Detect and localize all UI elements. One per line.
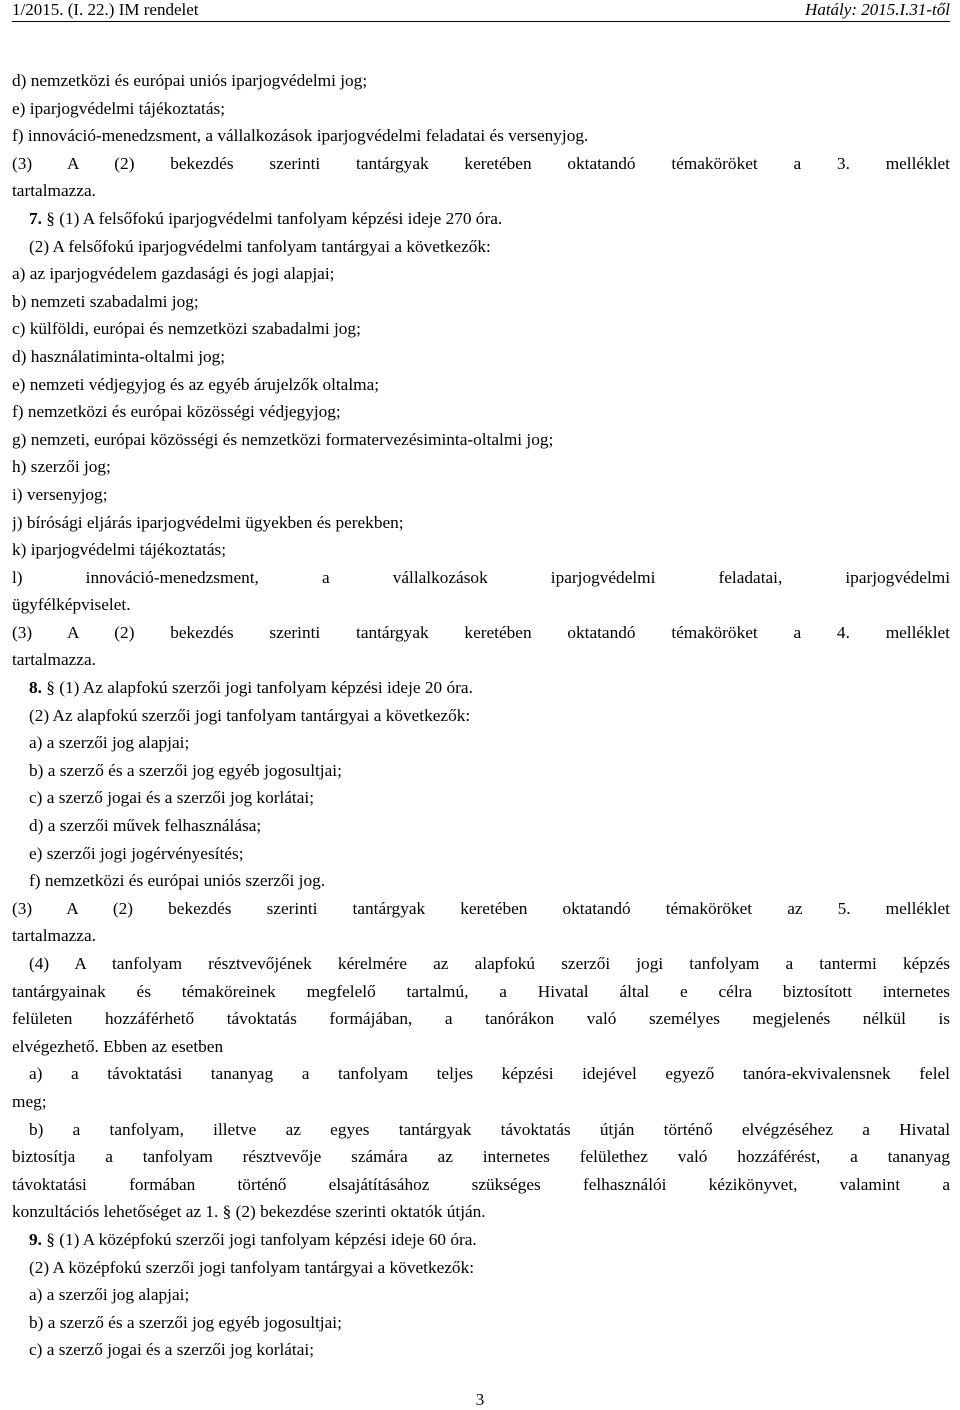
text-line [12, 398, 950, 426]
text-line [12, 509, 950, 537]
text-line [12, 481, 950, 509]
line-text: (3) A (2) bekezdés szerinti tantárgyak keretében oktatandó témaköröket az 5. melléklet [12, 898, 950, 918]
text-line [12, 729, 950, 757]
line-text: § (1) A középfokú szerzői jogi tanfolyam képzési ideje 60 óra. [41, 1229, 477, 1249]
document-reference: 1/2015. (I. 22.) IM rendelet [12, 0, 199, 19]
line-text: (3) A (2) bekezdés szerinti tantárgyak keretében oktatandó témaköröket a 3. melléklet [12, 153, 950, 173]
text-line [12, 1336, 950, 1364]
text-line [12, 343, 950, 371]
line-text: elvégezhető. Ebben az esetben [12, 1036, 224, 1056]
line-text: d) használatiminta-oltalmi jog; [12, 346, 226, 366]
line-text: tartalmazza. [12, 181, 96, 201]
text-line [12, 1143, 950, 1171]
text-line [12, 564, 950, 592]
text-line [12, 1033, 950, 1061]
text-line [12, 1309, 950, 1337]
text-line [12, 784, 950, 812]
text-line [12, 757, 950, 785]
line-text: e) iparjogvédelmi tájékoztatás; [12, 98, 226, 118]
section-number: 9. [29, 1229, 42, 1249]
line-text: a) a távoktatási tananyag a tanfolyam teljes képzési idejével egyező tanóra-ekvivalensnek felel [29, 1064, 950, 1084]
line-text: k) iparjogvédelmi tájékoztatás; [12, 540, 227, 560]
header-divider [12, 21, 950, 22]
document-body [12, 67, 950, 1364]
line-text: tartalmazza. [12, 926, 96, 946]
text-line [12, 1254, 950, 1282]
text-line [12, 453, 950, 481]
effective-date: Hatály: 2015.I.31-től [805, 0, 950, 19]
text-line [12, 840, 950, 868]
line-text: f) nemzetközi és európai uniós szerzői jog. [29, 871, 326, 891]
line-text: c) a szerző jogai és a szerzői jog korlátai; [29, 1340, 315, 1360]
text-line [12, 1198, 950, 1226]
line-text: (4) A tanfolyam résztvevőjének kérelmére az alapfokú szerzői jogi tanfolyam a tantermi képzés [29, 954, 950, 973]
text-line [12, 591, 950, 619]
section-number: 8. [29, 678, 42, 698]
text-line [12, 288, 950, 316]
line-text: meg; [12, 1091, 47, 1111]
text-line [12, 812, 950, 840]
line-text: e) szerzői jogi jogérvényesítés; [29, 843, 244, 863]
text-line [12, 674, 950, 702]
line-text: (2) Az alapfokú szerzői jogi tanfolyam tantárgyai a következők: [29, 705, 471, 725]
section-number: 7. [29, 208, 42, 228]
line-text: f) nemzetközi és európai közösségi védjegyjog; [12, 402, 341, 422]
line-text: j) bírósági eljárás iparjogvédelmi ügyekben és perekben; [12, 512, 404, 532]
text-line [12, 205, 950, 233]
line-text: c) külföldi, európai és nemzetközi szabadalmi jog; [12, 319, 361, 339]
text-line [12, 371, 950, 399]
text-line [12, 978, 950, 1006]
text-line [12, 150, 950, 178]
text-line [12, 95, 950, 123]
text-line [12, 426, 950, 454]
line-text: tartalmazza. [12, 650, 96, 670]
text-line [12, 1005, 950, 1033]
text-line [12, 895, 950, 923]
text-line [12, 702, 950, 730]
text-line [12, 1281, 950, 1309]
line-text: l) innováció-menedzsment, a vállalkozások iparjogvédelmi feladatai, iparjogvédelmi [12, 567, 950, 587]
line-text: d) a szerzői művek felhasználása; [29, 816, 262, 836]
line-text: d) nemzetközi és európai uniós iparjogvédelmi jog; [12, 71, 368, 90]
line-text: b) a tanfolyam, illetve az egyes tantárgyak távoktatás útján történő elvégzéséhez a Hivatal [29, 1119, 950, 1139]
line-text: b) a szerző és a szerzői jog egyéb jogosultjai; [29, 760, 342, 780]
text-line [12, 233, 950, 261]
text-line [12, 315, 950, 343]
text-line [12, 1088, 950, 1116]
line-text: ügyfélképviselet. [12, 595, 131, 615]
text-line [12, 1171, 950, 1199]
line-text: konzultációs lehetőséget az 1. § (2) bekezdése szerinti oktatók útján. [12, 1202, 486, 1222]
text-line [12, 646, 950, 674]
text-line [12, 922, 950, 950]
line-text: i) versenyjog; [12, 484, 108, 504]
line-text: (2) A felsőfokú iparjogvédelmi tanfolyam tantárgyai a következők: [29, 236, 491, 256]
line-text: a) a szerzői jog alapjai; [29, 733, 190, 753]
line-text: (2) A középfokú szerzői jogi tanfolyam tantárgyai a következők: [29, 1257, 475, 1277]
page-header [0, 0, 960, 22]
line-text: c) a szerző jogai és a szerzői jog korlátai; [29, 788, 315, 808]
line-text: (3) A (2) bekezdés szerinti tantárgyak keretében oktatandó témaköröket a 4. melléklet [12, 622, 950, 642]
text-line [12, 1116, 950, 1144]
text-line [12, 536, 950, 564]
line-text: biztosítja a tanfolyam résztvevője számára az internetes felülethez való hozzáférést, a tananyag [12, 1147, 950, 1167]
line-text: b) a szerző és a szerzői jog egyéb jogosultjai; [29, 1312, 342, 1332]
text-line [12, 867, 950, 895]
line-text: e) nemzeti védjegyjog és az egyéb árujelzők oltalma; [12, 374, 380, 394]
text-line [12, 177, 950, 205]
text-line [12, 1060, 950, 1088]
line-text: felületen hozzáférhető távoktatás formájában, a tanórákon való személyes megjelenés nélkül is [12, 1009, 950, 1029]
text-line [12, 1226, 950, 1254]
line-text: tantárgyainak és témaköreinek megfelelő tartalmú, a Hivatal által e célra biztosított internetes [12, 981, 950, 1001]
line-text: h) szerzői jog; [12, 457, 111, 477]
page-number: 3 [475, 1390, 485, 1409]
text-line [12, 950, 950, 978]
line-text: f) innováció-menedzsment, a vállalkozások iparjogvédelmi feladatai és versenyjog. [12, 126, 589, 146]
line-text: g) nemzeti, európai közösségi és nemzetközi formatervezésiminta-oltalmi jog; [12, 429, 554, 449]
line-text: § (1) Az alapfokú szerzői jogi tanfolyam képzési ideje 20 óra. [41, 678, 473, 698]
text-line [12, 122, 950, 150]
text-line [12, 619, 950, 647]
line-text: § (1) A felsőfokú iparjogvédelmi tanfolyam képzési ideje 270 óra. [41, 208, 503, 228]
line-text: távoktatási formában történő elsajátításához szükséges felhasználói kézikönyvet, valamint a [12, 1174, 950, 1194]
line-text: b) nemzeti szabadalmi jog; [12, 291, 199, 311]
line-text: a) az iparjogvédelem gazdasági és jogi alapjai; [12, 264, 335, 284]
text-line [12, 260, 950, 288]
line-text: a) a szerzői jog alapjai; [29, 1285, 190, 1305]
text-line [12, 67, 950, 95]
